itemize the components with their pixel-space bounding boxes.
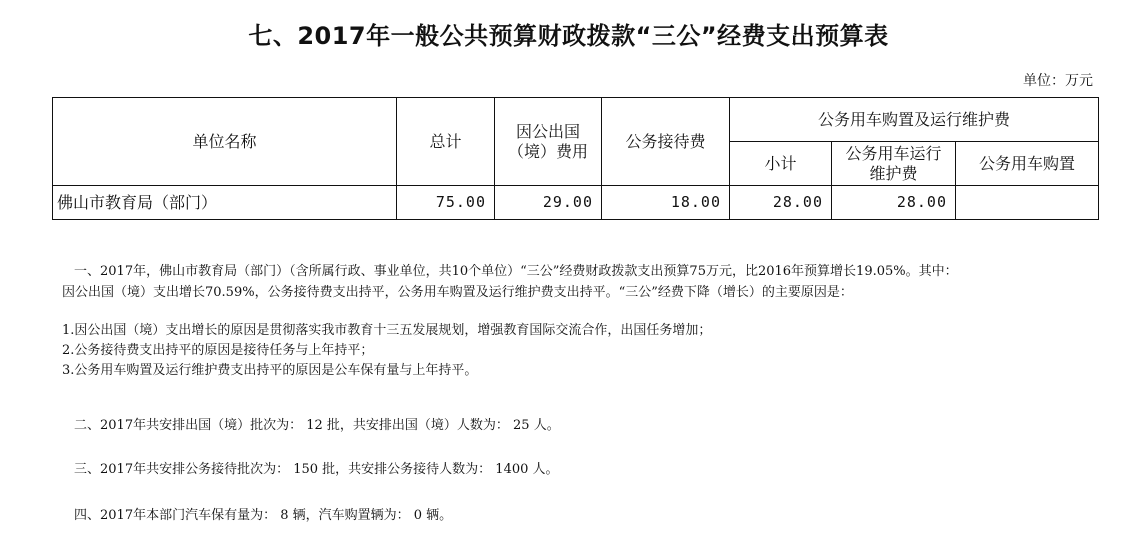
cell-abroad: 29.00 xyxy=(495,186,602,220)
header-vehicle-operation-label: 公务用车运行维护费 xyxy=(845,143,942,183)
note-paragraph-1-line-1: 一、2017年，佛山市教育局（部门）（含所属行政、事业单位，共10个单位）“三公”经费财政拨款支出预算75万元，比2016年预算增长19.05%。其中： xyxy=(74,264,958,279)
header-unit-name: 单位名称 xyxy=(53,98,397,186)
note-paragraph-3: 三、2017年共安排公务接待批次为： 150 批，共安排公务接待人数为： 1400 人。 xyxy=(74,462,559,477)
header-vehicle-operation xyxy=(832,142,956,186)
cell-unit-name: 佛山市教育局（部门） xyxy=(53,186,397,220)
note-paragraph-1-line-2: 因公出国（境）支出增长70.59%，公务接待费支出持平，公务用车购置及运行维护费支出持平。“三公”经费下降（增长）的主要原因是： xyxy=(62,285,853,300)
note-paragraph-2: 二、2017年共安排出国（境）批次为： 12 批，共安排出国（境）人数为： 25 人。 xyxy=(74,418,560,433)
note-paragraph-4: 四、2017年本部门汽车保有量为： 8 辆，汽车购置辆为： 0 辆。 xyxy=(74,508,453,523)
header-reception: 公务接待费 xyxy=(602,98,730,186)
cell-total: 75.00 xyxy=(397,186,495,220)
unit-label: 单位：万元 xyxy=(1023,73,1093,89)
page-title: 七、2017年一般公共预算财政拨款“三公”经费支出预算表 xyxy=(248,22,889,50)
header-abroad xyxy=(495,98,602,186)
table-row xyxy=(53,186,1099,220)
cell-vehicle-purchase xyxy=(956,186,1099,220)
note-reason-2: 2.公务接待费支出持平的原因是接待任务与上年持平； xyxy=(62,343,374,358)
table-header-row xyxy=(53,98,1099,142)
header-total: 总计 xyxy=(397,98,495,186)
header-vehicle-group: 公务用车购置及运行维护费 xyxy=(730,98,1099,142)
header-vehicle-purchase: 公务用车购置 xyxy=(956,142,1099,186)
cell-vehicle-operation: 28.00 xyxy=(832,186,956,220)
cell-subtotal: 28.00 xyxy=(730,186,832,220)
note-reason-3: 3.公务用车购置及运行维护费支出持平的原因是公车保有量与上年持平。 xyxy=(62,363,478,378)
header-subtotal: 小计 xyxy=(730,142,832,186)
budget-table xyxy=(52,97,1099,220)
header-abroad-label: 因公出国（境）费用 xyxy=(507,121,588,161)
cell-reception: 18.00 xyxy=(602,186,730,220)
note-reason-1: 1.因公出国（境）支出增长的原因是贯彻落实我市教育十三五发展规划，增强教育国际交流合作，出国任务增加； xyxy=(62,323,712,338)
